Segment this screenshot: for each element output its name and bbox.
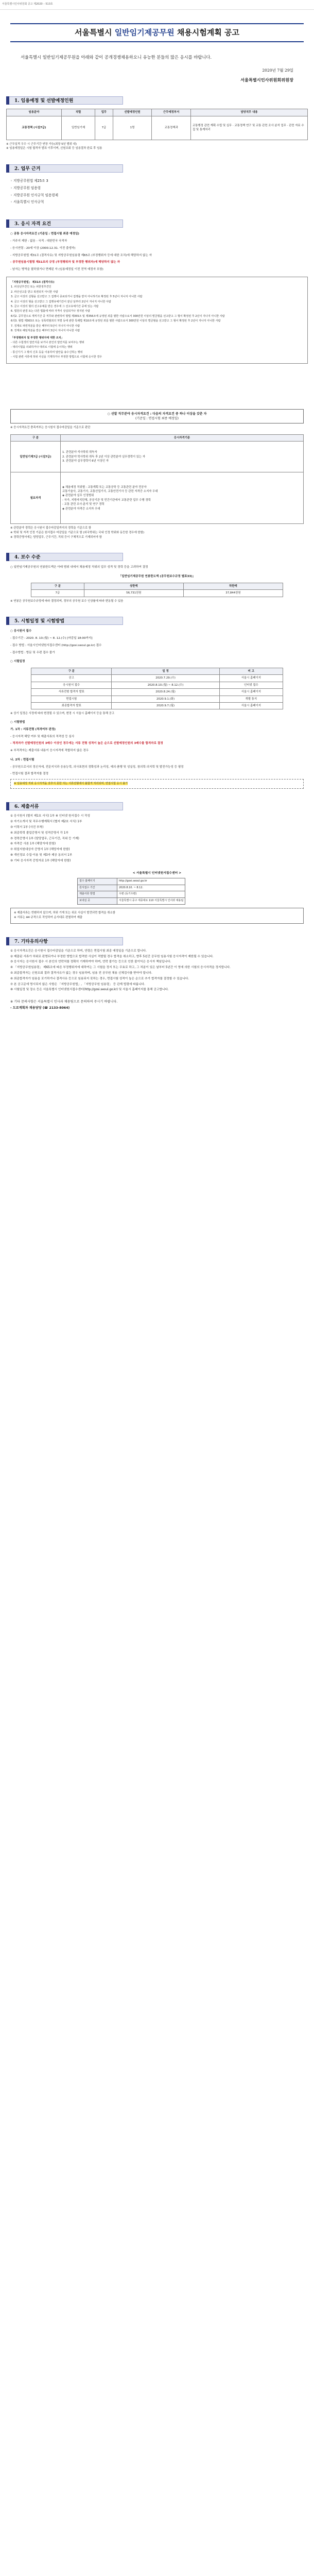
list-item: ⑧ 시험일정 및 장소 등은 서울특별시 인터넷원서접수센터(http://gosi.seoul.go.kr) 및 서울시 홈페이지를 통해 공고합니다.	[10, 988, 169, 992]
table-header: 구 분	[11, 434, 61, 441]
table-cell: 교통정책과	[152, 116, 191, 140]
table-cell: 1명	[113, 116, 152, 140]
doc-reference: 서울특별시인사위원회 공고 제2020 – 513호	[2, 3, 53, 6]
list-item: ② 자기소개서 및 직무수행계획서 (별지 제2호 서식) 1부	[10, 820, 82, 824]
list-item: ◦ 지방공무원법 제25조 3	[10, 178, 48, 183]
table-cell: 일반임기제7급 (시설7급)	[11, 442, 61, 472]
table-notes: ※ 근무실적 우수 시 근무기간 연장 가능(최장 5년 범위 내) ※ 임용예정일은 시험 합격자 발표 이후이며, 신원조회 등 임용절차 완료 후 임용	[6, 142, 102, 150]
salary-note: ※ 연봉은 공무원보수규정에 따라 결정되며, 정부의 공무원 보수 인상률에 따라 변동될 수 있음	[10, 599, 124, 603]
table-cell: 56,731천원	[84, 590, 183, 597]
list-item: ◦ 지방공무원 인사규칙 임용령제	[10, 193, 58, 197]
table-cell: 2020.7.29.(수)	[112, 675, 219, 682]
table-cell: 2020.9.7.(월)	[112, 702, 219, 709]
submission-info-table: 접수 홈페이지 http://gosi.seoul.go.kr 원서접수 기간 2020.8.10. ~ 8.12. 제출서류 방법 우편 (등기우편) 보내실 곳 서울특별시 중구 세종대로 110 서울특별시 인사과 채용팀	[77, 878, 185, 905]
list-item: ⑧ 개인정보 수집‧이용 및 제3자 제공 동의서 1부	[10, 854, 73, 857]
section-heading-4: 4. 보수 수준	[6, 553, 308, 561]
table-header: 구 분	[31, 668, 112, 675]
page-title: 서울특별시 일반임기제공무원 채용시험계획 공고	[10, 23, 304, 42]
section-heading-1: 1. 임용예정 및 선발예정인원	[6, 96, 308, 105]
table-cell: 최종합격자 발표	[31, 702, 112, 709]
list-item: ④ 「지방공무원임용령」 제65조에 따른 부정행위자에 대하여는 그 시험을 정지 또는 무효로 하고, 그 처분이 있은 날부터 5년간 이 영에 의한 시험의 응시자격을 정지합니다.	[10, 966, 231, 970]
recruitment-table	[6, 109, 308, 140]
list-item: ① 응시원서 (별지 제1호 서식) 1부 ※ 인터넷 원서접수 시 작성	[10, 815, 90, 818]
required-qualification-heading: ○ 선발 직무분야 응시자격요건 : 다음의 자격요건 중 하나 이상을 갖춘 자 (기준일 : 면접시험 최종 예정일)	[10, 409, 304, 424]
table-cell: 필요자격	[11, 472, 61, 524]
table-cell: 개별 통지	[219, 696, 283, 702]
table-cell: 2020.8.24.(월)	[112, 689, 219, 696]
table-header: 임용분야	[7, 109, 62, 116]
documents-notes: ※ 제출서류는 반환하지 않으며, 허위 기재 또는 위조 사실이 발견되면 합격을 취소함 ※ 서류는 A4 규격으로 작성하여 순서대로 편철하여 제출	[10, 908, 304, 924]
issuing-organization: 서울특별시인사위원회위원장	[240, 77, 293, 82]
contact-info: ※ 기타 문의사항은 서울특별시 인사과 채용팀으로 문의하여 주시기 바랍니다. - 도로계획과 채용담당 (☎ 2133-8064)	[10, 1000, 118, 1010]
announcement-date: 2020년 7월 29일	[262, 67, 293, 73]
table-header: 상한액	[84, 583, 183, 589]
table-cell: 서울시 홈페이지	[219, 675, 283, 682]
list-item: ④ 최종학력 졸업증명서 및 성적증명서 각 1부	[10, 831, 68, 835]
table-header: 응시자격기준	[61, 434, 304, 441]
list-item: ⑥ 최종합격자가 임용을 포기하거나 결격사유 등으로 임용되지 못하는 경우, 면접시험 성적이 높은 순으로 추가 합격자를 결정할 수 있습니다.	[10, 977, 189, 980]
table-header: 근무예정부서	[152, 109, 191, 116]
list-item: ⑥ 자격증 사본 1부 (해당자에 한함)	[10, 842, 56, 846]
intro-paragraph: 서울특별시 일반임기제공무원을 아래와 같이 공개경쟁채용하오니 유능한 분들의 많은 응시를 바랍니다.	[21, 55, 212, 60]
list-item: ① 응시자격요건은 응시원서 접수마감일을 기준으로 하며, 연령은 면접시험 최종 예정일을 기준으로 합니다.	[10, 949, 147, 953]
table-cell: 응시원서 접수	[31, 682, 112, 688]
table-cell: 교통행정 관련 계획 수립 및 실무 ‧ 교통정책 연구 및 교통 관련 조사 분석 업무 ‧ 관련 자료 수집 및 통계처리	[191, 116, 308, 140]
table-cell: 7급	[31, 590, 84, 597]
documents-list	[10, 814, 304, 863]
disqualification-box: 「지방공무원법」 제31조 (결격사유) 1. 피성년후견인 또는 피한정후견인 2. 파산선고를 받고 복권되지 아니한 사람 3. 금고 이상의 실형을 선고받고 그 집행이 종료되거나 집행을 받지 아니하기로 확정된 후 5년이 지나지 아니한 사람 4. 금고 이상의 형을 선고받고 그 집행유예기간이 끝난 날부터 2년이 지나지 아니한 사람 5. 금고 이상의 형의 선고유예를 받은 경우에 그 선고유예기간 중에 있는 사람 6. 법원의 판결 또는 다른 법률에 따라 자격이 상실되거나 정지된 사람 6의2. 공무원으로 재직기간 중 직무와 관련하여 형법 제355조 및 제356조에 규정된 죄를 범한 사람으로서 300만원 이상의 벌금형을 선고받고 그 형이 확정된 후 2년이 지나지 아니한 사람 6의3. 형법 제303조 또는 성폭력범죄의 처벌 등에 관한 특례법 제10조에 규정된 죄를 범한 사람으로서 300만원 이상의 벌금형을 선고받고 그 형이 확정된 후 2년이 지나지 아니한 사람 7. 징계로 파면처분을 받은 때부터 5년이 지나지 아니한 사람 8. 징계로 해임처분을 받은 때부터 3년이 지나지 아니한 사람 「부정행위자 및 부정한 행위자에 대한 조치」 - 다른 수험생의 답안지를 보거나 본인의 답안지를 보여주는 행위 - 대리시험을 의뢰하거나 대리로 시험에 응시하는 행위 - 통신기기 그 밖의 신호 등을 이용하여 답안을 송수신하는 행위 - 시험 관련 서류에 허위 사실을 기재하거나 부정한 방법으로 시험에 응시한 경우	[6, 277, 308, 364]
table-cell: 1. 관련분야 석사학위 취득자 2. 관련분야 학사학위 취득 후 2년 이상 관련분야 실무경력이 있는 자 3. 관련분야 실무경력이 6년 이상인 자	[61, 442, 304, 472]
section-heading-2: 2. 업무 근거	[6, 164, 308, 173]
schedule-note: ※ 상기 일정은 사정에 따라 변경될 수 있으며, 변경 시 서울시 홈페이지 등을 통해 공고	[10, 712, 115, 716]
precautions-list	[10, 948, 304, 993]
list-item: ③ 응시자는 응시원서 접수 시 본인의 연락처를 정확히 기재하여야 하며, 연락 불가능 등으로 인한 불이익은 응시자 책임입니다.	[10, 960, 171, 964]
salary-table	[31, 583, 283, 597]
table-cell: 37,844천원	[183, 590, 283, 597]
section-heading-6: 6. 제출서류	[6, 802, 308, 810]
table-cell: 교통정책 (시설7급)	[7, 116, 62, 140]
section-heading-5: 5. 시험일정 및 시험방법	[6, 617, 308, 625]
application-period: ○ 응시원서 접수 - 접수기간 : 2020. 8. 10.(월) ~ 8. 12.(수) [마감일 18:00까지] - 접수 방법 : 서울시인터넷원서접수센터 (http://gosi.seoul.go.kr) 접수 - 접수방법 : 방문 및 우편 접수 불가	[10, 630, 102, 654]
qualification-footnotes: ※ 관련분야 경력은 응시원서 접수마감일까지의 경력을 기준으로 함 ※ 학위 및 자격 인정 기준은 원서접수 마감일을 기준으로 함 (외국학위는 국내 인정 학위와 동등한 경우에 한함) ※ 경력증명서에는 담당업무, 근무기간, 직위 등이 구체적으로 기재되어야 함	[10, 527, 145, 539]
section-heading-3: 3. 응시 자격 요건	[6, 219, 308, 228]
table-header: 구 분	[31, 583, 84, 589]
exam-highlight-box: ※ 임용예정 직위 응시자격을 갖추지 못한 자는 서류전형에서 불합격 처리되며, 면접시험 응시 불가	[10, 779, 304, 789]
table-cell: 서류전형 합격자 발표	[31, 689, 112, 696]
table-cell: 7급	[95, 116, 113, 140]
legal-basis-list	[10, 178, 304, 206]
table-cell: 2020.8.10.(월) ~ 8.12.(수)	[112, 682, 219, 688]
table-header: 일 정	[112, 668, 219, 675]
list-item: ⑤ 최종합격자는 신원조회 결과 결격사유가 없는 경우 임용하며, 임용 전 공무원 채용 신체검사를 받아야 합니다.	[10, 971, 152, 975]
list-item: ③ 이력서 1부 (사진 부착)	[10, 825, 44, 829]
section-heading-7: 7. 기타유의사항	[6, 937, 308, 945]
document-header	[0, 0, 314, 10]
form-caption: < 서울특별시 인터넷원서접수센터 >	[132, 871, 182, 875]
list-item: ② 제출된 서류가 허위로 판명되거나 부정한 방법으로 합격한 사실이 적발될 경우 합격을 취소하고, 향후 5년간 공무원 임용시험 응시자격이 제한될 수 있습니다.	[10, 955, 214, 958]
qualification-table	[10, 434, 304, 524]
list-item: ⑤ 경력증명서 1부 (담당업무, 근무기간, 직위 등 기재)	[10, 837, 79, 840]
table-header: 비 고	[219, 668, 283, 675]
schedule-table	[31, 668, 283, 709]
table-cell: 공고	[31, 675, 112, 682]
schedule-title: ○ 시험일정	[10, 660, 25, 664]
table-cell: 서울시 홈페이지	[219, 689, 283, 696]
exam-method: ○ 시험방법 가. 1차 : 서류전형 (적격여부 판정) - 응시자격 해당 여부 및 제출서류의 적격성 등 심사 - 적격자가 선발예정인원의 3배수 이상인 경우에는 서류 전형 성적이 높은 순으로 선발예정인원의 3배수를 합격자로 결정 ※ 부적격자는 제출서류 내용이 응시자격에 적합하지 않은 경우 나. 2차 : 면접시험 - 공무원으로서의 정신자세, 전문지식과 응용능력, 의사표현의 정확성과 논리성, 예의‧품행 및 성실성, 창의력‧의지력 및 발전가능성 등 평정 - 면접시험 결과 합격자를 결정	[10, 720, 184, 776]
table-cell: 면접시험	[31, 696, 112, 702]
table-cell: 2020.9.1.(화)	[112, 696, 219, 702]
list-item: ⑦ 취업지원대상자 증명서 1부 (해당자에 한함)	[10, 848, 70, 852]
list-item: ⑦ 본 공고문에 명시되지 않은 사항은 「지방공무원법」, 「지방공무원 임용령」 등 관계 법령에 따릅니다.	[10, 982, 145, 986]
table-cell: 일반임기제	[61, 116, 95, 140]
list-item: ⑨ 기타 응시자격 증빙자료 1부 (해당자에 한함)	[10, 859, 71, 862]
table-cell: ◈ 채용예정 직위별 : 교통계획 또는 교통공학 등 교통관련 분야 전공자 교통기술사, 교통기사, 교통산업기사, 교통안전기사 등 관련 자격증 소지자 우대 ◈ 관련분야 실무 인정범위 - 국가, 지방자치단체, 공공기관 및 민간기관에서 교통관련 업무 수행 경력 - 교통 관련 조사‧분석 및 연구 경력 ◈ 관련분야 자격증 소지자 우대	[61, 472, 304, 524]
table-header: 직렬	[61, 109, 95, 116]
table-header: 담당직무 내용	[191, 109, 308, 116]
table-cell: 인터넷 접수	[219, 682, 283, 688]
salary-paragraph: ○ 일반임기제공무원의 연봉한도액은 아래 범위 내에서 채용예정 직위의 업무 성격 및 경력 등을 고려하여 결정	[10, 566, 148, 569]
qualification-note: ※ 응시자격요건 충족여부는 응시원서 접수마감일을 기준으로 판단	[10, 426, 91, 430]
list-item: ◦ 지방공무원 임용령	[10, 185, 41, 190]
salary-reference: 「일반임기제공무원 연봉한도액 (공무원보수규정 별표33)」	[118, 575, 196, 579]
table-header: 하한액	[183, 583, 283, 589]
table-header: 업무	[95, 109, 113, 116]
table-header: 선발예정인원	[113, 109, 152, 116]
common-eligibility: ○ 공통 응시자격요건 (기준일 : 면접시험 최종 예정일) - 거주지 제한 : 없음 - 국적 : 대한민국 국적자 - 응시연령 : 20세 이상 (2000.12.31. 이전 출생자) - 지방공무원법 제31조 (결격사유) 및 지방공무원임용령 제65조 (부정행위자 등에 대한 조치)에 해당하지 않는 자 - 공무원임용시험령 제51조의 규정 (부정행위자 및 부정한 행위자)에 해당하지 않는 자 - 남자는 병역을 필하였거나 면제된 자 (임용예정일 이전 전역 예정자 포함)	[10, 232, 152, 272]
list-item: ◦ 서울특별시 인사규칙	[10, 200, 44, 205]
table-cell: 서울시 홈페이지	[219, 702, 283, 709]
